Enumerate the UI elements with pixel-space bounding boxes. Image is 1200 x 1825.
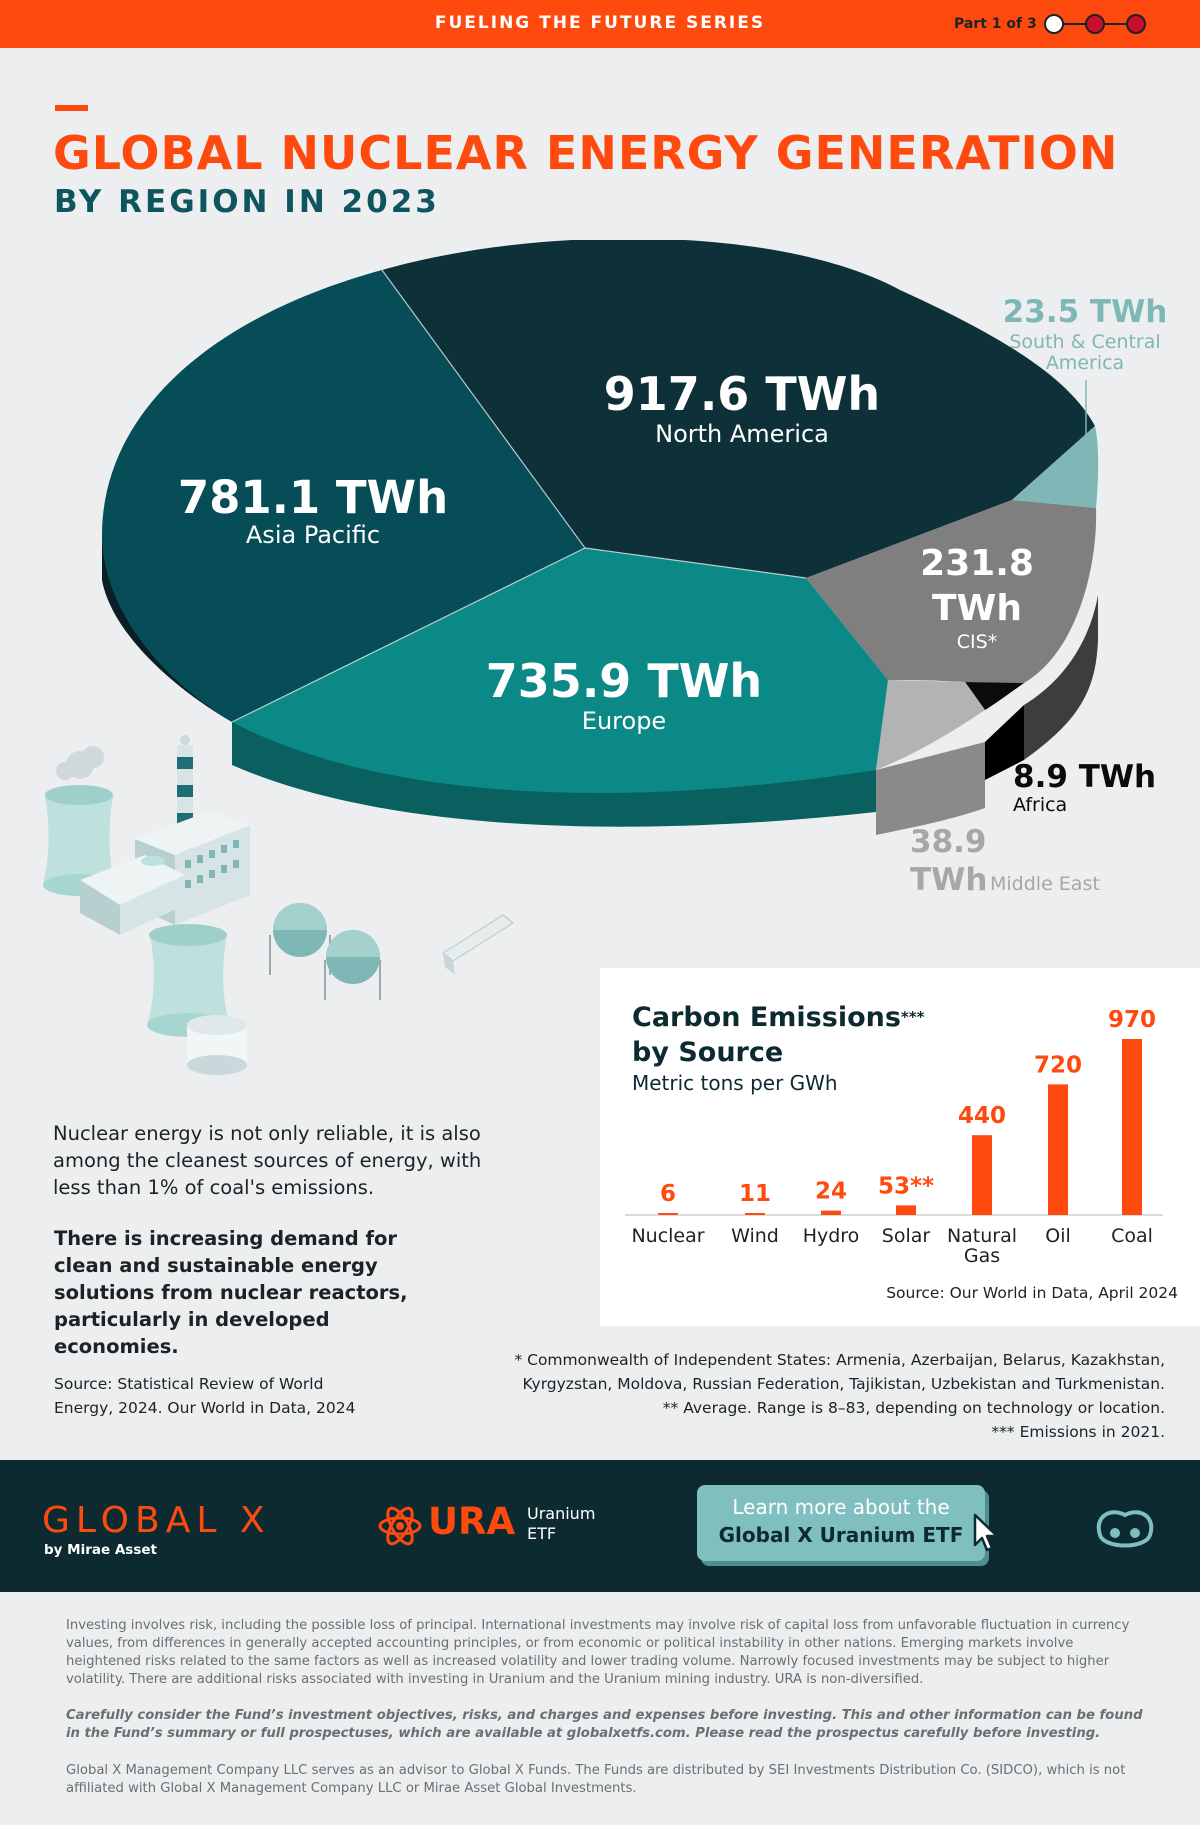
carbon-title-line2: by Source	[632, 1037, 784, 1068]
bar-category-label: Natural	[946, 1225, 1018, 1247]
bar-category-label: Nuclear	[631, 1225, 705, 1247]
bar-solar	[896, 1205, 916, 1215]
pie-value-middle-east-number: 38.9	[910, 824, 987, 860]
pie-value-asia-pacific: 781.1 TWh	[177, 471, 449, 524]
bar-value-label: 970	[1107, 1007, 1157, 1033]
pie-label-cis: CIS*	[956, 631, 998, 653]
carbon-chart-source: Source: Our World in Data, April 2024	[886, 1284, 1178, 1302]
page-subtitle: BY REGION IN 2023	[54, 184, 440, 220]
learn-more-line1: Learn more about the	[732, 1495, 950, 1519]
footnotes	[505, 1348, 1165, 1444]
bar-value-label: 6	[659, 1181, 677, 1207]
pie-value-north-america: 917.6 TWh	[603, 367, 881, 421]
global-x-logo-sub: by Mirae Asset	[44, 1542, 157, 1558]
prospectus-disclaimer: Carefully consider the Fund’s investment objectives, risks, and charges and expenses before investing. This and other information can be found in the Fund’s summary or full prospectuses, which are available at globalxetfs.com. Please read the prospectus carefully before investing.	[66, 1708, 1143, 1741]
pie-value-middle-east-unit: TWh	[910, 862, 988, 898]
advisor-disclaimer: Global X Management Company LLC serves as an advisor to Global X Funds. The Funds are distributed by SEI Investments Distribution Co. (SIDCO), which is not affiliated with Global X Management Company LLC or Mirae Asset Global Investments.	[66, 1763, 1126, 1796]
pie-label-middle-east: Middle East	[990, 873, 1100, 895]
atom-icon	[376, 1502, 424, 1550]
bar-category-label: Gas	[963, 1245, 1001, 1267]
pie-label-africa: Africa	[1013, 794, 1068, 816]
intro-paragraph: Nuclear energy is not only reliable, it is also among the cleanest sources of energy, with less than 1% of coal's emissions.	[53, 1122, 482, 1199]
bar-category-label: Wind	[731, 1225, 779, 1247]
bar-value-label: 11	[738, 1181, 772, 1207]
bar-value-label: 720	[1033, 1052, 1083, 1079]
bar-coal	[1122, 1039, 1142, 1215]
pie-value-europe: 735.9 TWh	[485, 654, 763, 708]
pie-value-africa: 8.9 TWh	[1013, 759, 1157, 795]
bar-category-label: Oil	[1045, 1225, 1071, 1247]
pie-label-north-america: North America	[655, 420, 829, 448]
bar-category-label: Hydro	[802, 1225, 860, 1247]
global-x-logo[interactable]: GLOBAL X	[42, 1500, 271, 1541]
carbon-emissions-bar-chart	[600, 968, 1200, 1326]
carbon-chart-unit: Metric tons per GWh	[632, 1071, 838, 1095]
carbon-title-line1: Carbon Emissions	[632, 1002, 901, 1033]
footnote-cis: * Commonwealth of Independent States: Armenia, Azerbaijan, Belarus, Kazakhstan, Kyrgyzstan, Moldova, Russian Federation, Tajikistan, Uzbekistan and Turkmenistan.	[514, 1351, 1165, 1393]
footnote-emissions-year: *** Emissions in 2021.	[991, 1423, 1165, 1441]
pie-value-cis-number: 231.8	[920, 543, 1034, 584]
bar-nuclear	[658, 1213, 678, 1215]
pie-label-south-central-america-line2: America	[1045, 352, 1125, 374]
bar-value-label: 440	[957, 1103, 1007, 1130]
pie-label-europe: Europe	[581, 707, 667, 735]
part-dot-2	[1086, 15, 1104, 33]
pie-source-note: Source: Statistical Review of World Energy, 2024. Our World in Data, 2024	[54, 1375, 356, 1417]
smoke-icon	[56, 735, 190, 780]
part-dot-3	[1127, 15, 1145, 33]
ura-ticker-sub: Uranium ETF	[527, 1504, 596, 1543]
page-title: GLOBAL NUCLEAR ENERGY GENERATION	[53, 126, 1119, 180]
bar-category-label: Coal	[1111, 1225, 1153, 1247]
mascot-icon	[1090, 1505, 1160, 1553]
risk-disclaimer: Investing involves risk, including the possible loss of principal. International investments may involve risk of capital loss from unfavorable fluctuation in currency values, from differences in generally accepted accounting principles, or from economic or political instability in other nations. Emerging markets involve heightened risks related to the same factors as well as increased volatility and lower trading volume. Narrowly focused investments may be subject to higher volatility. There are additional risks associated with investing in Uranium and the Uranium mining industry. URA is non-diversified.	[66, 1618, 1130, 1687]
top-banner	[0, 0, 1200, 48]
pie-value-south-central-america: 23.5 TWh	[1002, 294, 1168, 330]
carbon-title-marker: ***	[900, 1008, 925, 1026]
ura-ticker[interactable]: URA	[428, 1500, 516, 1543]
learn-more-button[interactable]	[697, 1485, 985, 1561]
bar-hydro	[821, 1211, 841, 1215]
series-title: FUELING THE FUTURE SERIES	[434, 13, 766, 33]
power-plant-illustration	[25, 735, 535, 1095]
part-progress-dots	[1040, 11, 1150, 37]
pie-label-asia-pacific: Asia Pacific	[245, 521, 381, 549]
bar-category-label: Solar	[881, 1225, 931, 1247]
demand-paragraph: There is increasing demand for clean and sustainable energy solutions from nuclear reactors, particularly in developed economies.	[54, 1227, 408, 1358]
bar-oil	[1048, 1084, 1068, 1215]
cursor-icon	[972, 1512, 1002, 1556]
pie-label-south-central-america-line1: South & Central	[1009, 331, 1161, 353]
bar-value-label: 53**	[877, 1173, 935, 1200]
footer-banner	[0, 1460, 1200, 1592]
part-label: Part 1 of 3	[954, 16, 1037, 32]
learn-more-line2: Global X Uranium ETF	[718, 1523, 964, 1547]
pie-value-cis-unit: TWh	[932, 588, 1022, 629]
pipe-icon	[443, 915, 513, 975]
part-dot-1	[1045, 15, 1063, 33]
title-accent-dash	[55, 105, 88, 111]
bar-wind	[745, 1213, 765, 1215]
sphere-tank-icon	[270, 903, 380, 1000]
carbon-emissions-card	[600, 968, 1200, 1326]
footnote-average: ** Average. Range is 8–83, depending on technology or location.	[662, 1399, 1165, 1417]
storage-tank-icon	[187, 1015, 247, 1075]
bar-value-label: 24	[814, 1178, 848, 1205]
bar-natural-gas	[972, 1135, 992, 1215]
